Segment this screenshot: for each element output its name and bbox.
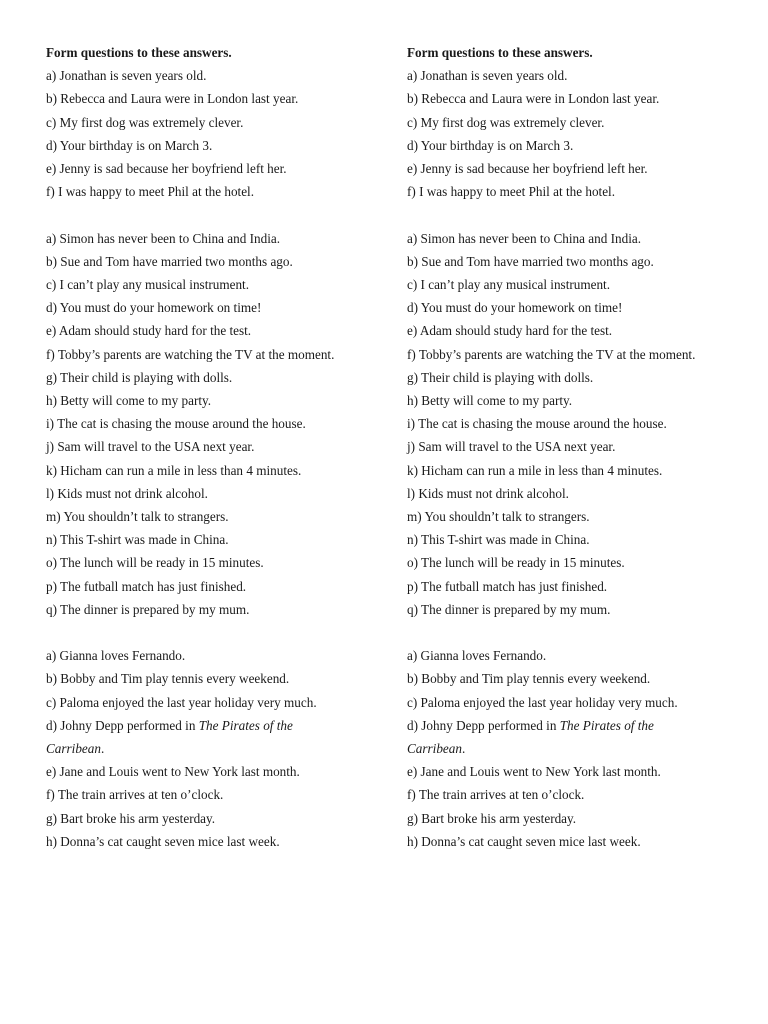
answer-line: g) Bart broke his arm yesterday. xyxy=(407,810,577,826)
answer-suffix: . xyxy=(100,741,105,757)
answer-line: p) The futball match has just finished. xyxy=(46,578,247,594)
answer-suffix: . xyxy=(461,741,466,757)
answer-line: a) Simon has never been to China and India. xyxy=(407,230,642,246)
answer-line: f) The train arrives at ten o’clock. xyxy=(407,787,585,803)
answer-line: b) Rebecca and Laura were in London last year. xyxy=(407,91,660,107)
answer-line: j) Sam will travel to the USA next year. xyxy=(46,439,255,455)
answer-line: b) Rebecca and Laura were in London last year. xyxy=(46,91,299,107)
movie-title: The Pirates of the Carribean xyxy=(407,717,654,757)
movie-title: The Pirates of the Carribean xyxy=(46,717,293,757)
answer-line: i) The cat is chasing the mouse around the house. xyxy=(407,416,667,432)
answer-line: k) Hicham can run a mile in less than 4 minutes. xyxy=(407,462,663,478)
section-gap xyxy=(46,621,386,644)
answer-line: g) Their child is playing with dolls. xyxy=(46,369,233,385)
answer-line: b) Bobby and Tim play tennis every weekend. xyxy=(407,671,651,687)
answer-prefix: d) Johny Depp performed in xyxy=(46,717,199,733)
answer-line: p) The futball match has just finished. xyxy=(407,578,608,594)
answer-line: q) The dinner is prepared by my mum. xyxy=(407,601,611,617)
answer-line: o) The lunch will be ready in 15 minutes. xyxy=(407,555,625,571)
section-gap xyxy=(407,203,747,226)
answer-line: d) Your birthday is on March 3. xyxy=(46,137,213,153)
answer-line: e) Jane and Louis went to New York last month. xyxy=(407,764,661,780)
answer-line: b) Sue and Tom have married two months ago. xyxy=(46,253,293,269)
answer-line: e) Adam should study hard for the test. xyxy=(46,323,252,339)
answer-line: e) Jenny is sad because her boyfriend left her. xyxy=(46,161,287,176)
answer-line: n) This T-shirt was made in China. xyxy=(46,532,229,548)
answer-line: m) You shouldn’t talk to strangers. xyxy=(407,509,590,525)
answer-line: c) My first dog was extremely clever. xyxy=(407,114,605,130)
answer-line-with-title xyxy=(407,714,697,760)
answer-line: f) The train arrives at ten o’clock. xyxy=(46,787,224,803)
answer-line: c) I can’t play any musical instrument. xyxy=(46,277,250,292)
answer-line: h) Betty will come to my party. xyxy=(46,393,212,409)
answer-line: h) Donna’s cat caught seven mice last week. xyxy=(407,833,641,849)
worksheet-heading: Form questions to these answers. xyxy=(407,45,593,60)
answer-line: l) Kids must not drink alcohol. xyxy=(46,485,208,501)
answer-line: f) I was happy to meet Phil at the hotel. xyxy=(407,184,616,200)
answer-line: c) My first dog was extremely clever. xyxy=(46,114,244,130)
answer-prefix: d) Johny Depp performed in xyxy=(407,717,560,733)
answer-line: c) I can’t play any musical instrument. xyxy=(407,277,611,292)
answer-line: g) Their child is playing with dolls. xyxy=(407,369,594,385)
answer-line: a) Jonathan is seven years old. xyxy=(407,68,568,84)
answer-line: d) You must do your homework on time! xyxy=(407,300,623,316)
answer-line: d) You must do your homework on time! xyxy=(46,300,262,316)
answer-line-with-title xyxy=(46,714,336,760)
answer-line: a) Gianna loves Fernando. xyxy=(407,648,547,664)
worksheet-right xyxy=(407,41,747,853)
answer-line: d) Your birthday is on March 3. xyxy=(407,137,574,153)
answer-line: e) Jane and Louis went to New York last month. xyxy=(46,764,300,780)
answer-line: b) Bobby and Tim play tennis every weekend. xyxy=(46,671,290,687)
worksheet-left xyxy=(46,41,386,853)
answer-line: c) Paloma enjoyed the last year holiday very much. xyxy=(46,694,317,710)
worksheet-heading: Form questions to these answers. xyxy=(46,45,232,60)
answer-line: f) I was happy to meet Phil at the hotel. xyxy=(46,184,255,200)
section-gap xyxy=(407,621,747,644)
answer-line: a) Gianna loves Fernando. xyxy=(46,648,186,664)
answer-line: e) Jenny is sad because her boyfriend left her. xyxy=(407,161,648,176)
answer-line: g) Bart broke his arm yesterday. xyxy=(46,810,216,826)
answer-line: f) Tobby’s parents are watching the TV at the moment. xyxy=(46,346,335,362)
answer-line: l) Kids must not drink alcohol. xyxy=(407,485,569,501)
section-gap xyxy=(46,203,386,226)
answer-line: j) Sam will travel to the USA next year. xyxy=(407,439,616,455)
answer-line: f) Tobby’s parents are watching the TV at the moment. xyxy=(407,346,696,362)
answer-line: m) You shouldn’t talk to strangers. xyxy=(46,509,229,525)
answer-line: e) Adam should study hard for the test. xyxy=(407,323,613,339)
answer-line: h) Donna’s cat caught seven mice last week. xyxy=(46,833,280,849)
answer-line: i) The cat is chasing the mouse around the house. xyxy=(46,416,306,432)
answer-line: a) Simon has never been to China and India. xyxy=(46,230,281,246)
answer-line: k) Hicham can run a mile in less than 4 minutes. xyxy=(46,462,302,478)
answer-line: a) Jonathan is seven years old. xyxy=(46,68,207,84)
answer-line: n) This T-shirt was made in China. xyxy=(407,532,590,548)
answer-line: q) The dinner is prepared by my mum. xyxy=(46,601,250,617)
answer-line: b) Sue and Tom have married two months ago. xyxy=(407,253,654,269)
answer-line: c) Paloma enjoyed the last year holiday very much. xyxy=(407,694,678,710)
answer-line: o) The lunch will be ready in 15 minutes. xyxy=(46,555,264,571)
answer-line: h) Betty will come to my party. xyxy=(407,393,573,409)
